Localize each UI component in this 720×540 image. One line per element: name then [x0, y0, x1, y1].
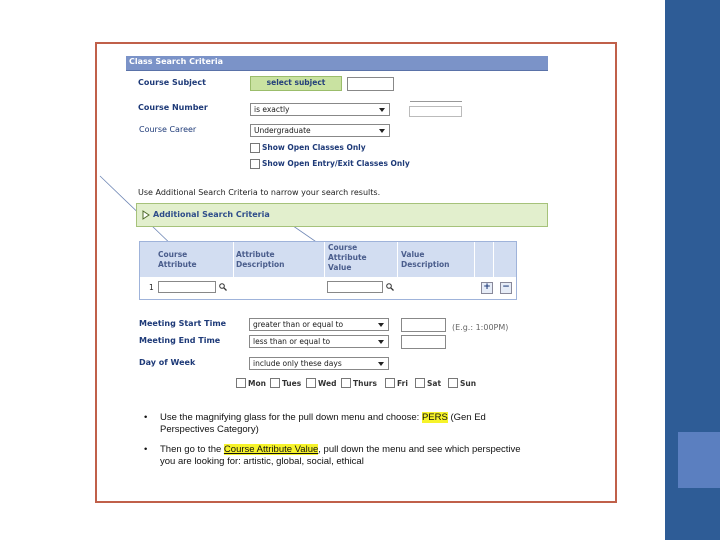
open-entry-label: Show Open Entry/Exit Classes Only — [262, 159, 410, 168]
col-divider — [474, 242, 475, 277]
day-fri-checkbox[interactable] — [385, 378, 395, 388]
pers-highlight: PERS — [421, 412, 448, 423]
day-wed-label: Wed — [318, 379, 337, 388]
course-number-operator-select[interactable]: is exactly — [250, 103, 390, 116]
meeting-start-operator-select[interactable]: greater than or equal to — [249, 318, 389, 331]
course-attribute-table — [139, 241, 517, 300]
day-wed-checkbox[interactable] — [306, 378, 316, 388]
col-divider — [397, 242, 398, 277]
course-career-label: Course Career — [139, 125, 197, 134]
open-entry-checkbox[interactable] — [250, 159, 260, 169]
day-sun-checkbox[interactable] — [448, 378, 458, 388]
page-title: Class Search Criteria — [129, 57, 223, 66]
course-attribute-input[interactable] — [158, 281, 216, 293]
col-divider — [493, 242, 494, 277]
attribute-table-header — [140, 242, 516, 277]
select-subject-button[interactable]: select subject — [250, 76, 342, 91]
additional-criteria-title: Additional Search Criteria — [153, 210, 270, 219]
day-tues-checkbox[interactable] — [270, 378, 280, 388]
day-sun-label: Sun — [460, 379, 477, 388]
course-subject-label: Course Subject — [138, 78, 206, 87]
col-divider — [233, 242, 234, 277]
meeting-end-operator-select[interactable]: less than or equal to — [249, 335, 389, 348]
course-number-input[interactable] — [409, 106, 462, 117]
day-tues-label: Tues — [282, 379, 302, 388]
attribute-value-highlight: Course Attribute Value — [223, 444, 319, 455]
col-divider — [324, 242, 325, 277]
magnifying-glass-icon[interactable] — [219, 283, 227, 291]
meeting-end-label: Meeting End Time — [139, 336, 221, 345]
day-sat-label: Sat — [427, 379, 442, 388]
day-of-week-operator-select[interactable]: include only these days — [249, 357, 389, 370]
meeting-end-input[interactable] — [401, 335, 446, 349]
col-attribute-description: Attribute Description — [236, 250, 285, 269]
expand-triangle-icon[interactable] — [142, 210, 150, 220]
bullet-dot: • — [144, 444, 148, 455]
open-classes-label: Show Open Classes Only — [262, 143, 366, 152]
course-number-field-top — [410, 101, 462, 102]
magnifying-glass-icon[interactable] — [386, 283, 394, 291]
day-mon-label: Mon — [248, 379, 266, 388]
bullet-dot: • — [144, 412, 148, 423]
course-subject-input[interactable] — [347, 77, 394, 91]
time-example-hint: (E.g.: 1:00PM) — [452, 323, 509, 332]
meeting-start-label: Meeting Start Time — [139, 319, 227, 328]
meeting-start-input[interactable] — [401, 318, 446, 332]
course-career-select[interactable]: Undergraduate — [250, 124, 390, 137]
additional-criteria-bar[interactable] — [136, 203, 548, 227]
day-thurs-checkbox[interactable] — [341, 378, 351, 388]
instruction-1: Use the magnifying glass for the pull down menu and choose: PERS (Gen Ed Perspectives Category) — [160, 412, 486, 435]
attribute-value-input[interactable] — [327, 281, 383, 293]
additional-criteria-hint: Use Additional Search Criteria to narrow your search results. — [138, 188, 381, 197]
row-number: 1 — [149, 283, 154, 292]
remove-row-button[interactable]: − — [500, 282, 512, 294]
col-value-description: Value Description — [401, 250, 450, 269]
day-thurs-label: Thurs — [353, 379, 377, 388]
course-number-label: Course Number — [138, 103, 208, 112]
day-of-week-label: Day of Week — [139, 358, 196, 367]
class-search-header — [126, 56, 548, 71]
instruction-2: Then go to the Course Attribute Value, pull down the menu and see which perspective you are looking for: artistic, global, social, ethical — [160, 444, 521, 467]
slide-side-accent — [678, 432, 720, 488]
open-classes-checkbox[interactable] — [250, 143, 260, 153]
col-course-attribute: Course Attribute — [158, 250, 197, 269]
col-course-attribute-value: Course Attribute Value — [328, 243, 367, 272]
add-row-button[interactable]: + — [481, 282, 493, 294]
day-fri-label: Fri — [397, 379, 408, 388]
day-sat-checkbox[interactable] — [415, 378, 425, 388]
day-mon-checkbox[interactable] — [236, 378, 246, 388]
